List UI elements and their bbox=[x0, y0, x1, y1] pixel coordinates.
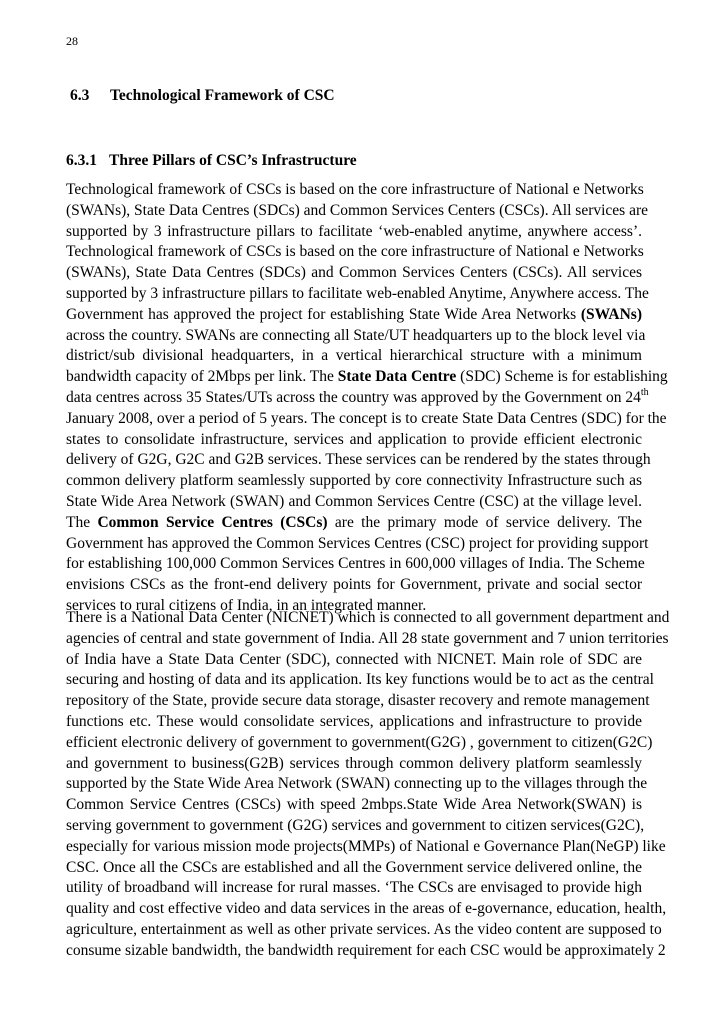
text-line: functions etc. These would consolidate services, applications and infrastructure to provide bbox=[66, 712, 642, 730]
text-line: consume sizable bandwidth, the bandwidth requirement for each CSC would be approximately 2 bbox=[66, 941, 666, 959]
text-line: envisions CSCs as the front-end delivery points for Government, private and social sector bbox=[66, 576, 642, 594]
text-fragment: data centres across 35 States/UTs across the country was approved by the Government on 24 bbox=[66, 388, 641, 406]
ordinal-superscript: th bbox=[640, 386, 649, 398]
paragraph-1 bbox=[66, 180, 668, 617]
text-fragment: The bbox=[66, 513, 98, 531]
text-fragment: (SDC) Scheme is for establishing bbox=[456, 368, 668, 386]
text-line: states to consolidate infrastructure, services and application to provide efficient electronic bbox=[66, 430, 642, 448]
subsection-heading bbox=[66, 151, 357, 171]
paragraph-2 bbox=[66, 608, 670, 962]
section-heading bbox=[70, 86, 335, 106]
text-line: Technological framework of CSCs is based on the core infrastructure of National e Networks bbox=[66, 181, 644, 198]
text-fragment: Government has approved the project for establishing State Wide Area Networks bbox=[66, 305, 581, 323]
text-line: securing and hosting of data and its application. Its key functions would be to act as the central bbox=[66, 671, 654, 689]
text-line: (SWANs), State Data Centres (SDCs) and Common Services Centers (CSCs). All services are bbox=[66, 201, 649, 219]
text-line: supported by the State Wide Area Network (SWAN) connecting up to the villages through the bbox=[66, 775, 648, 793]
text-line: services to rural citizens of India, in an integrated manner. bbox=[66, 596, 427, 614]
bold-term-csc: Common Service Centres (CSCs) bbox=[97, 513, 328, 531]
text-line: for establishing 100,000 Common Services Centres in 600,000 villages of India. The Scheme bbox=[66, 555, 645, 573]
text-line: common delivery platform seamlessly supported by core connectivity Infrastructure such as bbox=[66, 472, 642, 490]
text-line: repository of the State, provide secure data storage, disaster recovery and remote management bbox=[66, 692, 650, 710]
page-number: 28 bbox=[66, 34, 78, 48]
section-title: Technological Framework of CSC bbox=[110, 87, 335, 104]
text-line: CSC. Once all the CSCs are established and all the Government service delivered online, the bbox=[66, 858, 642, 876]
text-line: quality and cost effective video and data services in the areas of e-governance, education, health, bbox=[66, 900, 667, 918]
text-line: (SWANs), State Data Centres (SDCs) and Common Services Centers (CSCs). All services bbox=[66, 264, 642, 282]
text-line: Government has approved the Common Services Centres (CSC) project for providing support bbox=[66, 534, 649, 552]
text-line: There is a National Data Center (NICNET) which is connected to all government department and bbox=[66, 609, 670, 626]
text-line: agencies of central and state government of India. All 28 state government and 7 union territories bbox=[66, 629, 669, 647]
text-line bbox=[66, 367, 668, 388]
section-number: 6.3 bbox=[70, 87, 90, 104]
text-line: across the country. SWANs are connecting all State/UT headquarters up to the block level via bbox=[66, 326, 646, 344]
text-line: January 2008, over a period of 5 years. The concept is to create State Data Centres (SDC) for the bbox=[66, 409, 667, 427]
text-line: of India have a State Data Center (SDC), connected with NICNET. Main role of SDC are bbox=[66, 650, 642, 668]
text-line: State Wide Area Network (SWAN) and Common Services Centre (CSC) at the village level. bbox=[66, 492, 642, 510]
text-line: Technological framework of CSCs is based on the core infrastructure of National e Networks bbox=[66, 243, 644, 261]
text-line: Common Service Centres (CSCs) with speed 2mbps.State Wide Area Network(SWAN) is bbox=[66, 796, 642, 814]
text-line bbox=[66, 513, 642, 534]
text-line bbox=[66, 305, 642, 326]
text-line: supported by 3 infrastructure pillars to facilitate web-enabled Anytime, Anywhere access. The bbox=[66, 284, 649, 302]
text-line: utility of broadband will increase for rural masses. ‘The CSCs are envisaged to provide high bbox=[66, 879, 642, 897]
text-line: serving government to government (G2G) services and government to citizen services(G2C), bbox=[66, 816, 645, 834]
text-line bbox=[66, 386, 649, 409]
text-fragment: bandwidth capacity of 2Mbps per link. The bbox=[66, 368, 338, 386]
text-line: delivery of G2G, G2C and G2B services. These services can be rendered by the states through bbox=[66, 451, 651, 469]
text-line: especially for various mission mode projects(MMPs) of National e Governance Plan(NeGP) like bbox=[66, 837, 666, 855]
bold-term-sdc: State Data Centre bbox=[337, 368, 457, 386]
text-line: agriculture, entertainment as well as other private services. As the video content are supposed to bbox=[66, 920, 662, 938]
subsection-title: Three Pillars of CSC’s Infrastructure bbox=[109, 152, 357, 169]
subsection-number: 6.3.1 bbox=[66, 152, 97, 169]
text-line: and government to business(G2B) services through common delivery platform seamlessly bbox=[66, 754, 642, 772]
bold-term-swans: (SWANs) bbox=[580, 305, 642, 323]
text-line: district/sub divisional headquarters, in a vertical hierarchical structure with a minimum bbox=[66, 347, 642, 365]
text-line: efficient electronic delivery of government to government(G2G) , government to citizen(G2C) bbox=[66, 733, 653, 751]
text-line: supported by 3 infrastructure pillars to facilitate ‘web-enabled anytime, anywhere access’. bbox=[66, 222, 642, 240]
text-fragment: are the primary mode of service delivery. The bbox=[327, 513, 642, 531]
